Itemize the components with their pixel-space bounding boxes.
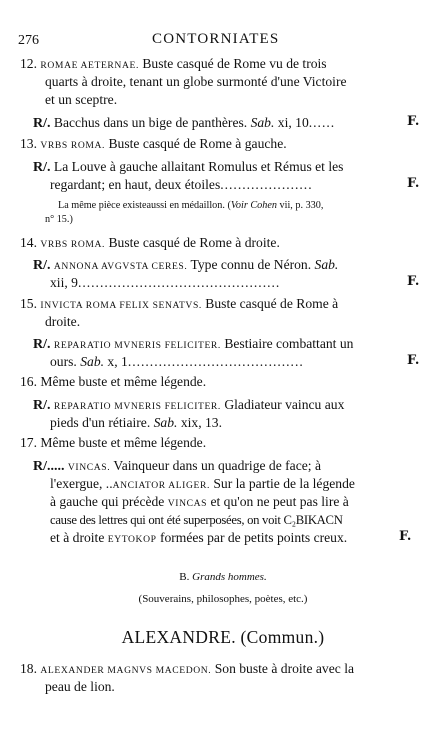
reverse-legend: EYTOKOP — [107, 534, 157, 545]
reverse-mark: R/. — [33, 160, 51, 175]
chapter-title: ALEXANDRE. (Commun.) — [121, 627, 325, 647]
reverse-description: et à droite — [50, 530, 108, 545]
entry-16-reverse-line-1 — [33, 396, 344, 416]
entry-number: 12. — [20, 56, 37, 71]
entry-15-reverse-line-1 — [33, 335, 353, 355]
reverse-mark: R/. — [33, 258, 51, 273]
reverse-description: Vainqueur dans un quadrige de face; à — [110, 458, 321, 473]
entry-12-reverse — [33, 114, 335, 133]
leader-dots: ..................... — [220, 177, 313, 192]
coin-legend: VRBS ROMA. — [40, 239, 106, 250]
entry-number: 15. — [20, 296, 37, 311]
coin-legend: ALEXANDER MAGNVS MACEDON. — [40, 665, 212, 676]
coin-legend: VRBS ROMA. — [40, 140, 106, 151]
entry-13-reverse-line-1 — [33, 158, 343, 177]
entry-description: Même buste et même légende. — [40, 374, 207, 389]
entry-description: Buste casqué de Rome vu de trois — [138, 56, 327, 71]
reverse-description: à gauche qui précède — [50, 494, 168, 509]
reference-number: xix, 13. — [177, 415, 222, 430]
reverse-description: Bacchus dans un bige de panthères. — [50, 115, 251, 130]
reference-sab: Sab. — [250, 115, 275, 130]
running-title: CONTORNIATES — [152, 31, 280, 47]
entry-14-reverse-line-1 — [33, 256, 338, 276]
rarity-mark: F. — [407, 274, 420, 289]
entry-17-reverse-line-2 — [50, 475, 355, 495]
reference-number: xi, 10 — [274, 115, 309, 130]
reverse-description: Gladiateur vaincu aux — [220, 397, 345, 412]
leader-dots: ........................................ — [127, 354, 304, 369]
entry-18-line-2: peau de lion. — [45, 679, 115, 694]
reverse-mark: R/. — [33, 398, 51, 413]
entry-15-line-1 — [20, 295, 338, 315]
reference-sab: Sab. — [80, 354, 105, 369]
entry-17-reverse-line-1 — [33, 457, 321, 477]
section-heading — [0, 571, 446, 583]
reverse-mark: R/..... — [33, 459, 65, 474]
reverse-legend: REPARATIO MVNERIS FELICITER. — [53, 340, 221, 351]
entry-12-line-1 — [20, 55, 327, 75]
entry-17-reverse-line-4: cause des lettres qui ont été superposées, on voit C₂BIKACN — [50, 513, 343, 527]
leader-dots: .............................................. — [77, 275, 281, 290]
reverse-mark: R/. — [33, 337, 51, 352]
entry-number: 17. — [20, 435, 37, 450]
entry-14-reverse-line-2 — [50, 274, 280, 292]
entry-description: Buste casqué de Rome à gauche. — [105, 136, 287, 151]
reverse-description: regardant; en haut, deux étoiles — [50, 177, 221, 192]
reverse-description: Sur la partie de la légende — [209, 476, 355, 491]
reverse-legend: VINCAS. — [67, 462, 111, 473]
reverse-description: pieds d'un rétiaire. — [50, 415, 154, 430]
page-number: 276 — [18, 33, 39, 48]
reverse-mark: R/. — [33, 116, 51, 131]
entry-number: 16. — [20, 374, 37, 389]
reverse-description: Type connu de Néron. — [187, 257, 315, 272]
leader-dots: ...... — [308, 115, 336, 130]
reverse-description: et qu'on ne peut pas lire à — [207, 494, 349, 509]
section-subtitle: (Souverains, philosophes, poètes, etc.) — [138, 593, 308, 605]
section-label: Grands hommes. — [192, 571, 267, 583]
reference-number: x, 1 — [104, 354, 128, 369]
entry-description: Buste casqué de Rome à droite. — [105, 235, 280, 250]
rarity-mark: F. — [399, 529, 412, 544]
reverse-description: l'exergue, .. — [50, 476, 113, 491]
entry-description: Buste casqué de Rome à — [201, 296, 339, 311]
rarity-mark: F. — [407, 114, 420, 129]
note-reference: Voir Cohen — [230, 200, 277, 211]
entry-13-note-line-2: n° 15.) — [45, 214, 73, 225]
entry-18-line-1 — [20, 660, 354, 680]
coin-legend: ROMAE AETERNAE. — [40, 60, 139, 71]
entry-17-reverse-line-5 — [50, 529, 347, 549]
reverse-legend: VINCAS — [167, 498, 208, 509]
reference-number: xii, 9 — [50, 275, 78, 290]
reference-sab: Sab. — [314, 257, 339, 272]
reverse-legend: ANNONA AVGVSTA CERES. — [53, 261, 188, 272]
rarity-mark: F. — [407, 353, 420, 368]
entry-13-note-line-1 — [58, 199, 323, 213]
coin-legend: INVICTA ROMA FELIX SENATVS. — [40, 300, 202, 311]
entry-17-line-1 — [20, 434, 206, 452]
entry-12-line-3: et un sceptre. — [45, 92, 118, 107]
note-text: La même pièce existeaussi en médaillon. ( — [58, 200, 231, 211]
entry-15-line-2: droite. — [45, 314, 81, 329]
entry-description: Son buste à droite avec la — [211, 661, 355, 676]
entry-14-line-1 — [20, 234, 280, 254]
section-letter: B. — [179, 571, 193, 583]
reverse-description: ours. — [50, 354, 81, 369]
entry-description: Même buste et même légende. — [40, 435, 207, 450]
rarity-mark: F. — [407, 176, 420, 191]
reverse-description: La Louve à gauche allaitant Romulus et Rémus et les — [50, 159, 344, 174]
entry-13-line-1 — [20, 135, 287, 155]
entry-number: 14. — [20, 235, 37, 250]
entry-number: 18. — [20, 661, 37, 676]
reference-sab: Sab. — [153, 415, 178, 430]
entry-13-reverse-line-2 — [50, 176, 313, 194]
entry-number: 13. — [20, 136, 37, 151]
reverse-description: Bestiaire combattant un — [220, 336, 354, 351]
entry-16-reverse-line-2 — [50, 414, 222, 432]
entry-15-reverse-line-2 — [50, 353, 304, 371]
reverse-legend: REPARATIO MVNERIS FELICITER. — [53, 401, 221, 412]
exergue-legend: ANCIATOR ALIGER. — [112, 480, 210, 491]
entry-16-line-1 — [20, 373, 206, 391]
reverse-description: formées par de petits points creux. — [156, 530, 348, 545]
entry-12-line-2: quarts à droite, tenant un globe surmonté d'une Victoire — [45, 74, 347, 89]
note-text: vii, p. 330, — [276, 200, 324, 211]
entry-17-reverse-line-3 — [50, 493, 349, 513]
